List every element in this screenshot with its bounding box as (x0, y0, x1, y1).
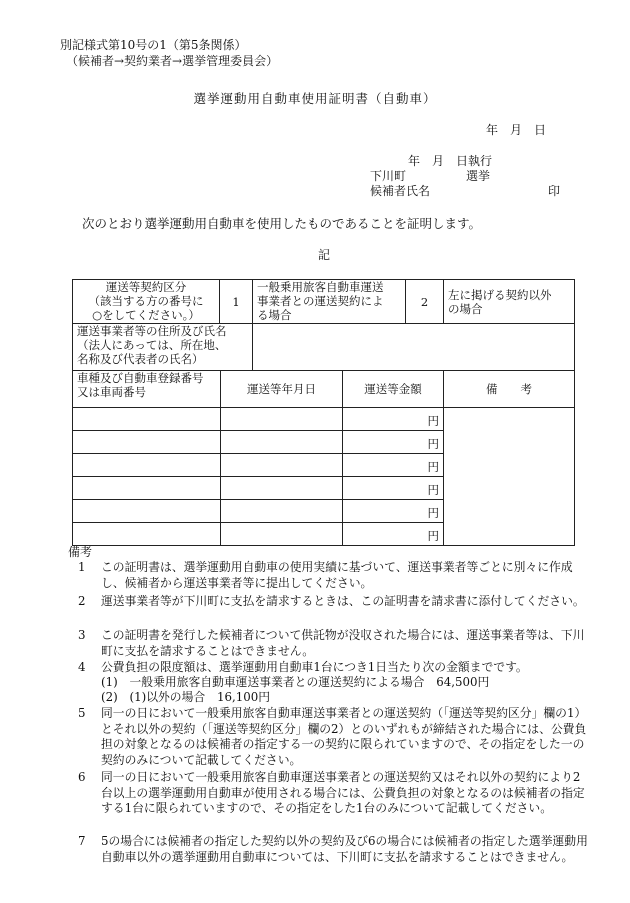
note-number: 2 (78, 594, 86, 608)
option-2-number[interactable]: 2 (406, 280, 444, 324)
remarks-cell[interactable] (444, 408, 575, 546)
operator-table (72, 323, 575, 371)
note-text: 公費負担の限度額は、選挙運動用自動車1台につき1日当たり次の金額までです。 (101, 660, 528, 674)
note-number: 6 (78, 770, 86, 784)
vehicle-cell[interactable] (73, 477, 221, 500)
option-1-number[interactable]: 1 (220, 280, 253, 324)
option-2-text: 左に掲げる契約以外 の場合 (444, 280, 575, 324)
note-text: 運送事業者等が下川町に支払を請求するときは、この証明書を請求書に添付してください。 (101, 594, 585, 608)
column-header-amount: 運送等金額 (343, 371, 444, 408)
note-number: 4 (78, 660, 86, 674)
vehicle-cell[interactable] (73, 523, 221, 546)
notes-heading: 備考 (68, 545, 93, 559)
yen-unit: 円 (427, 483, 439, 497)
contract-type-table (72, 279, 575, 324)
operator-label: 運送事業者等の住所及び氏名 （法人にあっては、所在地、 名称及び代表者の氏名） (73, 324, 253, 371)
date-cell[interactable] (221, 408, 343, 431)
ki-heading: 記 (318, 248, 331, 262)
note-number: 7 (78, 834, 86, 848)
election-execution-date: 年 月 日執行 (408, 154, 493, 168)
yen-unit: 円 (427, 529, 439, 543)
candidate-name-line: 候補者氏名 (370, 184, 431, 198)
note-item (78, 628, 588, 659)
amount-cell[interactable] (343, 408, 444, 431)
yen-unit: 円 (427, 414, 439, 428)
date-cell[interactable] (221, 477, 343, 500)
yen-unit: 円 (427, 506, 439, 520)
note-text: 同一の日において一般乗用旅客自動車運送事業者との運送契約（「運送等契約区分」欄の1）とそれ以外の契約（「運送等契約区分」欄の2）とのいずれもが締結された場合には、公費負担の対象となるのは候補者の指定する一の契約に限られていますので、その指定をした一の契約のみについて記載してください。 (101, 706, 587, 767)
note-item (78, 660, 588, 676)
note-number: 5 (78, 706, 86, 720)
column-header-vehicle: 車種及び自動車登録番号 又は車両番号 (73, 371, 221, 408)
vehicle-cell[interactable] (73, 408, 221, 431)
note-number: 3 (78, 628, 86, 642)
yen-unit: 円 (427, 437, 439, 451)
note-item (78, 594, 588, 610)
note-item (78, 706, 588, 768)
date-cell[interactable] (221, 431, 343, 454)
seal-mark: 印 (548, 184, 561, 198)
date-cell[interactable] (221, 523, 343, 546)
option-1-text: 一般乗用旅客自動車運送 事業者との運送契約によ る場合 (253, 280, 406, 324)
note-item (78, 560, 588, 591)
note-text: この証明書は、選挙運動用自動車の使用実績に基づいて、運送事業者等ごとに別々に作成し、候補者から運送事業者等に提出してください。 (101, 560, 573, 590)
note-text: この証明書を発行した候補者について供託物が没収された場合には、運送事業者等は、下川町に支払を請求することはできません。 (101, 628, 585, 658)
limit-item-1: (1) 一般乗用旅客自動車運送事業者との運送契約による場合 64,500円 (101, 675, 490, 689)
amount-cell[interactable] (343, 523, 444, 546)
note-item (78, 770, 588, 817)
column-header-remarks: 備 考 (444, 371, 575, 408)
date-cell[interactable] (221, 454, 343, 477)
yen-unit: 円 (427, 460, 439, 474)
election-name-line: 下川町 選挙 (370, 169, 491, 183)
amount-cell[interactable] (343, 431, 444, 454)
limit-item-2: (2) (1)以外の場合 16,100円 (101, 690, 271, 704)
amount-cell[interactable] (343, 454, 444, 477)
certification-statement: 次のとおり選挙運動用自動車を使用したものであることを証明します。 (82, 216, 482, 231)
column-header-date: 運送等年月日 (221, 371, 343, 408)
form-number-label: 別記様式第10号の1（第5条関係） (60, 38, 247, 52)
note-number: 1 (78, 560, 86, 574)
usage-detail-table (72, 370, 575, 546)
note-text: 5の場合には候補者の指定した契約以外の契約及び6の場合には候補者の指定した選挙運動用自動車以外の選挙運動用自動車については、下川町に支払を請求することはできません。 (101, 834, 588, 864)
contract-type-label: 運送等契約区分 （該当する方の番号に ○をしてください。） (73, 280, 220, 324)
submission-flow-label: （候補者→契約業者→選挙管理委員会） (66, 54, 279, 68)
amount-cell[interactable] (343, 477, 444, 500)
issue-date-line: 年 月 日 (486, 123, 547, 137)
note-text: 同一の日において一般乗用旅客自動車運送事業者との運送契約又はそれ以外の契約により2台以上の選挙運動用自動車が使用される場合には、公費負担の対象となるのは候補者の指定する1台に限られていますので、その指定をした1台のみについて記載してください。 (101, 770, 585, 815)
operator-input-cell[interactable] (253, 324, 575, 371)
amount-cell[interactable] (343, 500, 444, 523)
vehicle-cell[interactable] (73, 431, 221, 454)
note-item (78, 834, 588, 865)
vehicle-cell[interactable] (73, 500, 221, 523)
vehicle-cell[interactable] (73, 454, 221, 477)
document-title: 選挙運動用自動車使用証明書（自動車） (193, 91, 437, 106)
date-cell[interactable] (221, 500, 343, 523)
